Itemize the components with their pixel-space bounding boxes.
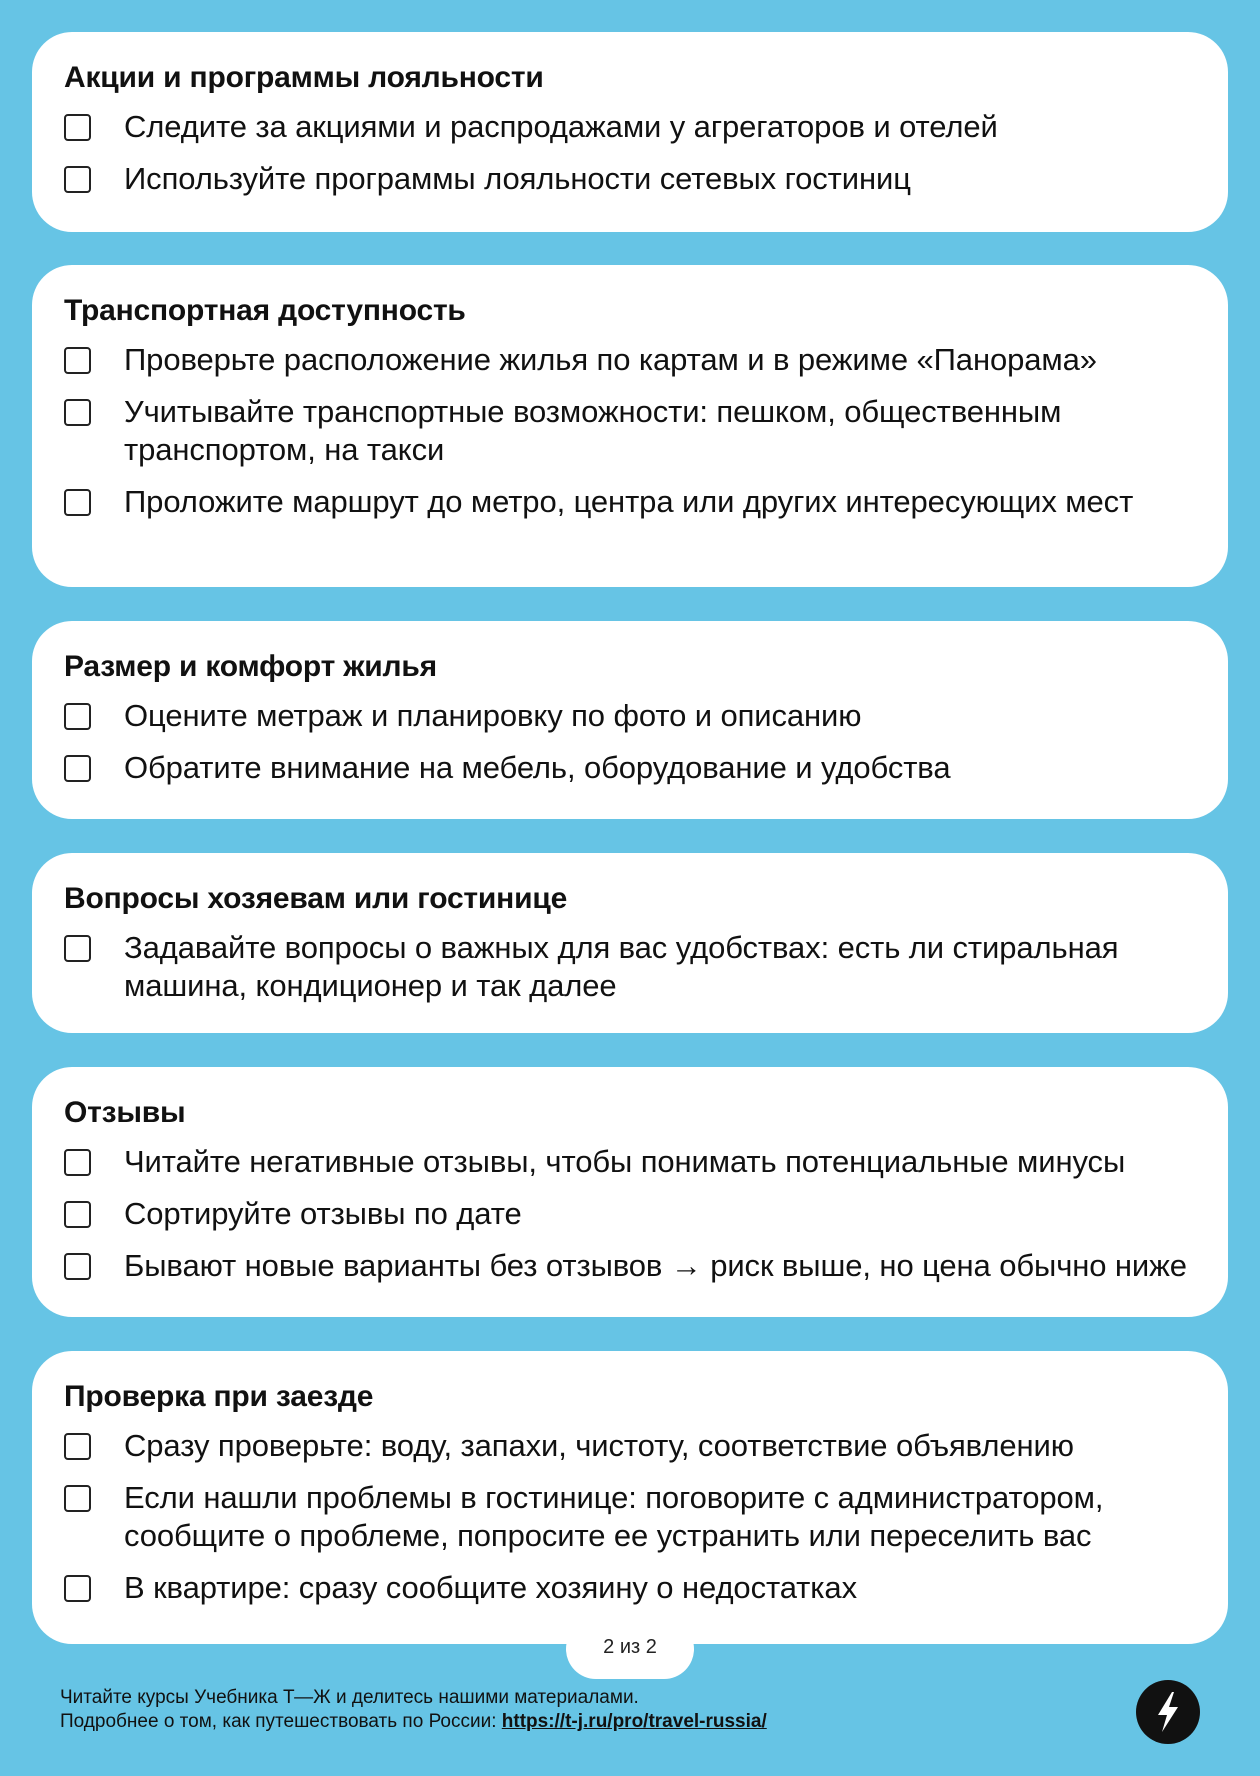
checklist-item-text: Проложите маршрут до метро, центра или других интересующих мест — [124, 484, 1134, 519]
checkbox[interactable] — [64, 703, 91, 730]
checkbox[interactable] — [64, 114, 91, 141]
checklist-item — [64, 1247, 1198, 1285]
checkbox[interactable] — [64, 1433, 91, 1460]
section-card-transport — [32, 265, 1228, 587]
section-card-reviews — [32, 1067, 1228, 1317]
checklist-item-text: Бывают новые варианты без отзывов → риск выше, но цена обычно ниже — [124, 1248, 1187, 1283]
checklist-item-text: Проверьте расположение жилья по картам и в режиме «Панорама» — [124, 342, 1097, 377]
checkbox[interactable] — [64, 347, 91, 374]
checklist-item — [64, 697, 1198, 735]
checkbox[interactable] — [64, 1575, 91, 1602]
checklist-item — [64, 108, 1198, 146]
section-card-loyalty — [32, 32, 1228, 232]
footer-line — [60, 1710, 767, 1734]
checklist-item — [64, 1569, 1198, 1607]
checklist-item — [64, 929, 1198, 1005]
checklist-item — [64, 1195, 1198, 1233]
section-title: Акции и программы лояльности — [64, 61, 544, 94]
section-title: Отзывы — [64, 1096, 186, 1129]
section-title: Транспортная доступность — [64, 294, 466, 327]
checklist-item — [64, 483, 1198, 521]
checklist-item-text: Обратите внимание на мебель, оборудование и удобства — [124, 750, 951, 785]
checklist-item — [64, 1427, 1198, 1465]
checkbox[interactable] — [64, 166, 91, 193]
checklist-item — [64, 1143, 1198, 1181]
checklist-item — [64, 749, 1198, 787]
checklist-item-text: Задавайте вопросы о важных для вас удобствах: есть ли стиральная машина, кондиционер и так далее — [124, 930, 1119, 1003]
checkbox[interactable] — [64, 1253, 91, 1280]
section-card-comfort — [32, 621, 1228, 819]
checklist-item-text: Читайте негативные отзывы, чтобы понимать потенциальные минусы — [124, 1144, 1126, 1179]
section-title: Проверка при заезде — [64, 1380, 374, 1413]
checkbox[interactable] — [64, 755, 91, 782]
checklist-item — [64, 160, 1198, 198]
lightning-bolt-icon — [1136, 1680, 1200, 1744]
section-title: Размер и комфорт жилья — [64, 650, 437, 683]
checklist-item-text: Сразу проверьте: воду, запахи, чистоту, соответствие объявлению — [124, 1428, 1074, 1463]
checkbox[interactable] — [64, 489, 91, 516]
checklist-item-text: Сортируйте отзывы по дате — [124, 1196, 522, 1231]
section-card-checkin — [32, 1351, 1228, 1644]
section-title: Вопросы хозяевам или гостинице — [64, 882, 568, 915]
checklist-item-text: Учитывайте транспортные возможности: пешком, общественным транспортом, на такси — [124, 394, 1062, 467]
page-indicator: 2 из 2 — [566, 1619, 694, 1679]
checkbox[interactable] — [64, 1485, 91, 1512]
footer-link[interactable]: https://t-j.ru/pro/travel-russia/ — [501, 1711, 767, 1732]
checklist-item-text: Если нашли проблемы в гостинице: поговорите с администратором, сообщите о проблеме, попросите ее устранить или переселить вас — [124, 1480, 1104, 1553]
footer-link-prefix: Подробнее о том, как путешествовать по России: — [60, 1711, 502, 1732]
checkbox[interactable] — [64, 399, 91, 426]
checklist-item-text: Используйте программы лояльности сетевых гостиниц — [124, 161, 911, 196]
footer-line: Читайте курсы Учебника Т—Ж и делитесь нашими материалами. — [60, 1687, 639, 1708]
checklist-item — [64, 1479, 1198, 1555]
section-card-questions — [32, 853, 1228, 1033]
checklist-item — [64, 393, 1198, 469]
checklist-item-text: В квартире: сразу сообщите хозяину о недостатках — [124, 1570, 857, 1605]
checkbox[interactable] — [64, 1201, 91, 1228]
checklist-item-text: Оцените метраж и планировку по фото и описанию — [124, 698, 862, 733]
checkbox[interactable] — [64, 935, 91, 962]
checkbox[interactable] — [64, 1149, 91, 1176]
footer — [60, 1686, 767, 1734]
lightning-bolt-icon-graphic — [1136, 1680, 1200, 1744]
checklist-item — [64, 341, 1198, 379]
checklist-item-text: Следите за акциями и распродажами у агрегаторов и отелей — [124, 109, 998, 144]
